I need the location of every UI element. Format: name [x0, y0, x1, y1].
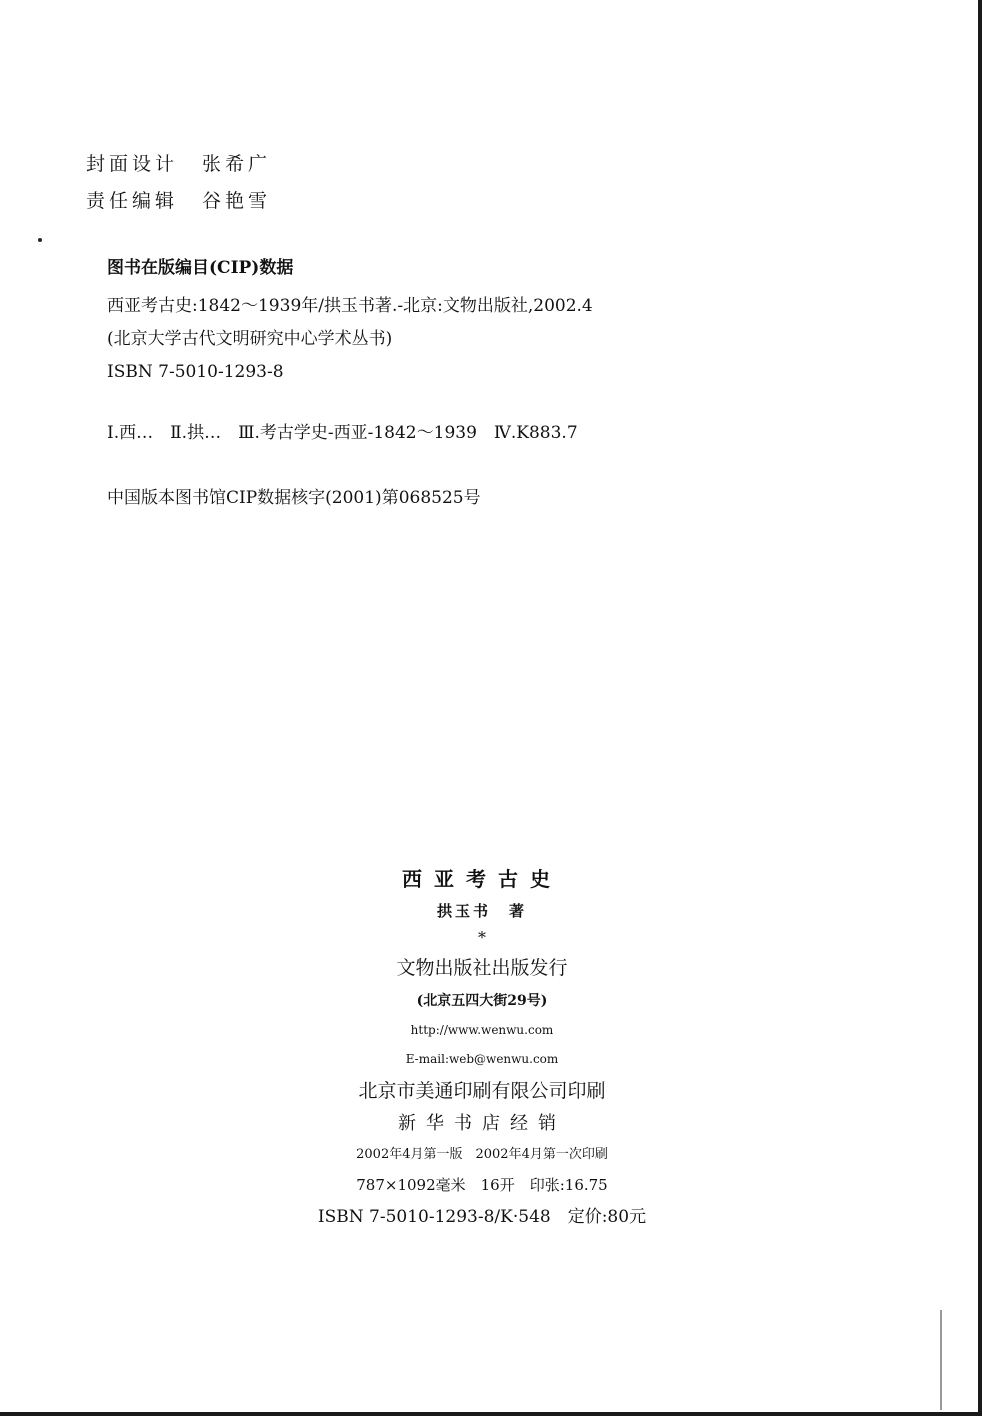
- cover-design-row: [86, 146, 271, 183]
- editor-label: 责任编辑: [86, 190, 179, 212]
- cover-design-name: 张希广: [202, 153, 272, 175]
- credits-block: [86, 146, 271, 220]
- cip-classification: Ⅰ.西… Ⅱ.拱… Ⅲ.考古学史-西亚-1842～1939 Ⅳ.K883.7: [107, 423, 578, 443]
- asterisk-separator: *: [478, 928, 486, 947]
- publisher-email: E-mail:web@wenwu.com: [405, 1052, 559, 1066]
- book-title: 西亚考古史: [402, 867, 562, 891]
- scan-edge-right: [978, 0, 982, 1416]
- scan-streak: [940, 1310, 942, 1410]
- editor-row: [86, 183, 271, 220]
- colophon-block: [272, 862, 692, 1234]
- scan-edge-bottom: [0, 1412, 982, 1416]
- scan-speck: [38, 238, 42, 242]
- editor-name: 谷艳雪: [202, 190, 272, 212]
- cip-verification: 中国版本图书馆CIP数据核字(2001)第068525号: [107, 488, 481, 508]
- printer: 北京市美通印刷有限公司印刷: [358, 1080, 606, 1102]
- book-author: 拱玉书 著: [436, 902, 527, 920]
- cip-block: [107, 256, 593, 515]
- cip-series-line: (北京大学古代文明研究中心学术丛书): [107, 329, 393, 349]
- publisher: 文物出版社出版发行: [396, 957, 568, 979]
- cip-heading: 图书在版编目(CIP)数据: [107, 258, 294, 278]
- distributor: 新华书店经销: [398, 1113, 566, 1134]
- publisher-address: (北京五四大街29号): [416, 993, 548, 1009]
- cip-bibliographic-line: 西亚考古史:1842～1939年/拱玉书著.-北京:文物出版社,2002.4: [107, 296, 593, 316]
- publisher-url: http://www.wenwu.com: [410, 1023, 554, 1037]
- isbn-price: ISBN 7-5010-1293-8/K·548 定价:80元: [317, 1207, 647, 1227]
- format-info: 787×1092毫米 16开 印张:16.75: [356, 1176, 608, 1194]
- edition-info: 2002年4月第一版 2002年4月第一次印刷: [356, 1147, 608, 1162]
- cover-design-label: 封面设计: [86, 153, 179, 175]
- cip-isbn: ISBN 7-5010-1293-8: [107, 362, 284, 382]
